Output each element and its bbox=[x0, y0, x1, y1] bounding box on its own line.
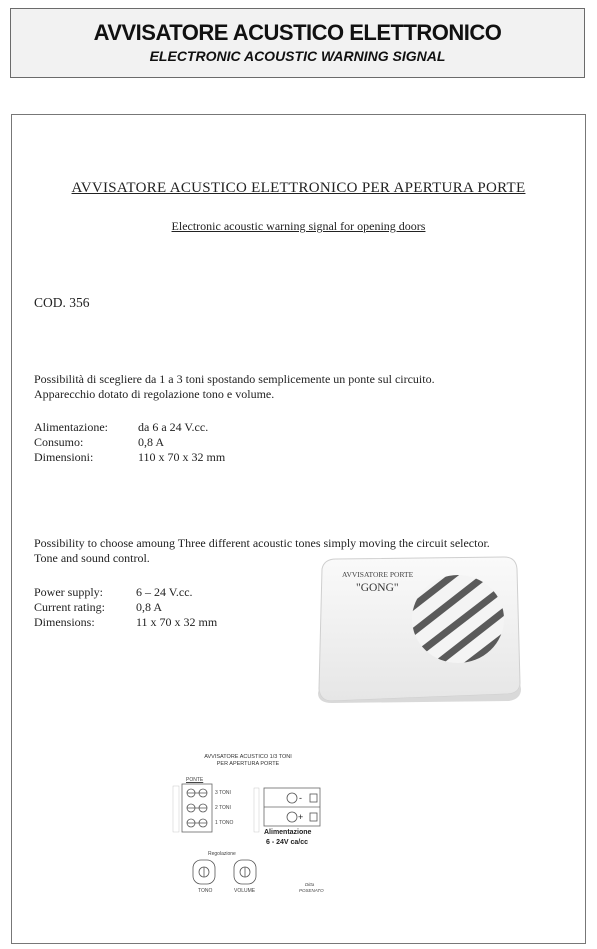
page-header bbox=[10, 8, 585, 78]
product-image bbox=[314, 555, 526, 703]
spec-row bbox=[34, 435, 225, 450]
spec-value: 11 x 70 x 32 mm bbox=[136, 615, 218, 629]
italian-line-2: Apparecchio dotato di regolazione tono e volume. bbox=[34, 387, 275, 401]
product-code: COD. 356 bbox=[34, 295, 90, 310]
spec-value: 6 – 24 V.cc. bbox=[136, 585, 193, 599]
volume-knob-label: VOLUME bbox=[234, 888, 256, 894]
wiring-diagram bbox=[160, 748, 350, 908]
spec-label: Current rating: bbox=[34, 600, 105, 614]
tone-option-2: 2 TONI bbox=[215, 805, 231, 811]
sheet-subtitle: Electronic acoustic warning signal for opening doors bbox=[171, 219, 426, 233]
spec-row bbox=[34, 585, 217, 600]
spec-label: Dimensions: bbox=[34, 615, 95, 629]
spec-row bbox=[34, 615, 217, 630]
power-voltage: 6 - 24V ca/cc bbox=[266, 839, 309, 846]
tone-knob-label: TONO bbox=[198, 888, 213, 894]
italian-line-1: Possibilità di scegliere da 1 a 3 toni spostando semplicemente un ponte sul circuito. bbox=[34, 372, 435, 386]
tone-option-1: 1 TONO bbox=[215, 820, 234, 826]
maker-label-2: POSENATO bbox=[299, 888, 324, 893]
spec-label: Consumo: bbox=[34, 435, 84, 449]
english-specs bbox=[34, 585, 217, 630]
spec-label: Alimentazione: bbox=[34, 420, 108, 434]
english-line-2: Tone and sound control. bbox=[34, 551, 150, 565]
spec-label: Power supply: bbox=[34, 585, 103, 599]
header-title-italian: AVVISATORE ACUSTICO ELETTRONICO bbox=[93, 20, 502, 45]
maker-label-1: Ditta bbox=[305, 882, 315, 887]
english-line-1: Possibility to choose amoung Three different acoustic tones simply moving the circuit selector. bbox=[34, 536, 490, 550]
diagram-title-1: AVVISATORE ACUSTICO 1/3 TONI bbox=[204, 754, 292, 760]
spec-value: da 6 a 24 V.cc. bbox=[138, 420, 209, 434]
power-label: Alimentazione bbox=[264, 829, 312, 836]
device-label-2: "GONG" bbox=[356, 582, 399, 594]
regulation-label: Regolazione bbox=[208, 851, 236, 857]
italian-specs bbox=[34, 420, 225, 465]
header-title-english: ELECTRONIC ACOUSTIC WARNING SIGNAL bbox=[149, 48, 446, 64]
ponte-label: PONTE bbox=[186, 777, 204, 783]
spec-value: 0,8 A bbox=[136, 600, 163, 614]
spec-label: Dimensioni: bbox=[34, 450, 94, 464]
svg-text:-: - bbox=[299, 793, 302, 803]
device-label-1: AVVISATORE PORTE bbox=[342, 570, 414, 579]
spec-row bbox=[34, 420, 225, 435]
spec-row bbox=[34, 600, 217, 615]
tone-option-3: 3 TONI bbox=[215, 790, 231, 796]
spec-value: 0,8 A bbox=[138, 435, 165, 449]
diagram-drawing bbox=[160, 748, 350, 908]
spec-value: 110 x 70 x 32 mm bbox=[138, 450, 226, 464]
gong-device-illustration bbox=[314, 555, 526, 703]
spec-row bbox=[34, 450, 225, 465]
sheet-title: AVVISATORE ACUSTICO ELETTRONICO PER APERTURA PORTE bbox=[71, 180, 526, 196]
italian-description bbox=[34, 372, 435, 402]
diagram-title-2: PER APERTURA PORTE bbox=[216, 761, 280, 767]
svg-text:+: + bbox=[298, 812, 304, 822]
